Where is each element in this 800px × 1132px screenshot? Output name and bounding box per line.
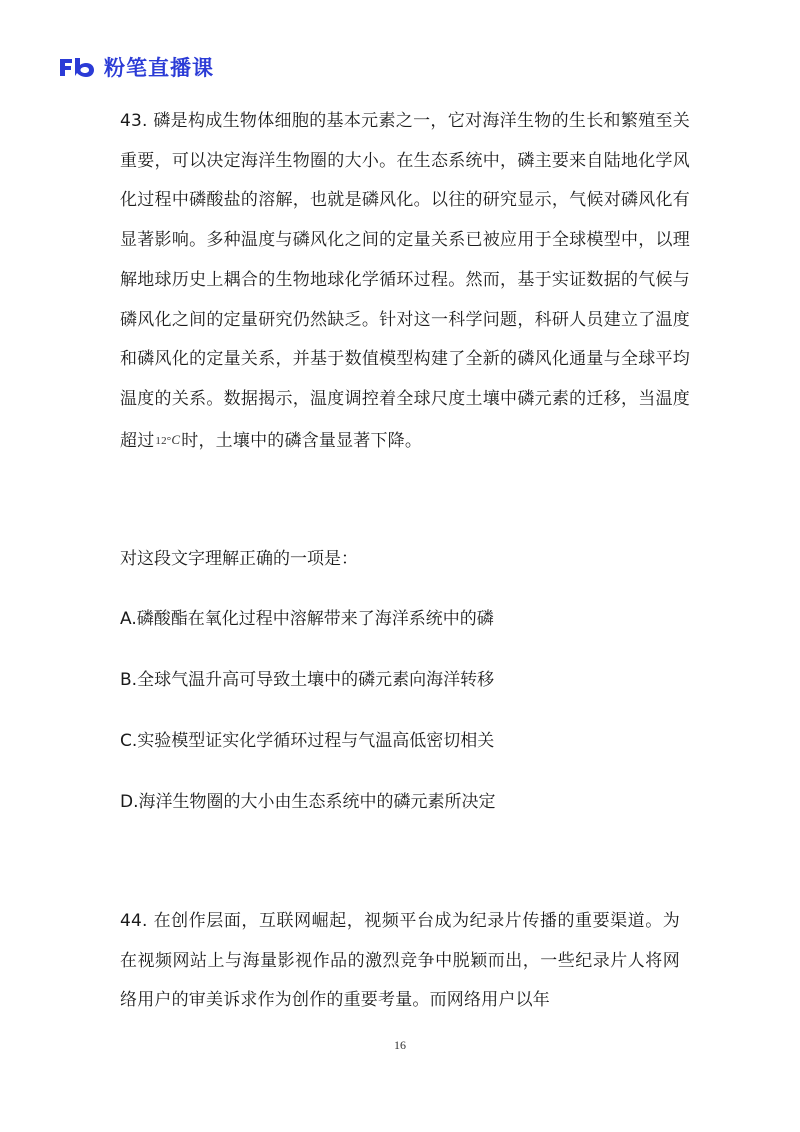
question-43-stem <box>120 102 690 461</box>
question-43-prompt: 对这段文字理解正确的一项是： <box>120 549 358 569</box>
question-44-text: 在创作层面，互联网崛起，视频平台成为纪录片传播的重要渠道。为在视频网站上与海量影视作品的激烈竞争中脱颖而出，一些纪录片人将网络用户的审美诉求作为创作的重要考量。而网络用户以年 <box>120 911 680 1011</box>
brand-logo <box>58 52 214 82</box>
question-43-text-part1: 磷是构成生物体细胞的基本元素之一，它对海洋生物的生长和繁殖至关重要，可以决定海洋生物圈的大小。在生态系统中，磷主要来自陆地化学风化过程中磷酸盐的溶解，也就是磷风化。以往的研究显示，气候对磷风化有显著影响。多种温度与磷风化之间的定量关系已被应用于全球模型中，以理解地球历史上耦合的生物地球化学循环过程。然而，基于实证数据的气候与磷风化之间的定量研究仍然缺乏。针对这一科学问题，科研人员建立了温度和磷风化的定量关系，并基于数值模型构建了全新的磷风化通量与全球平均温度的关系。数据揭示，温度调控着全球尺度土壤中磷元素的迁移，当温度超过 <box>120 111 690 451</box>
logo-text: 粉笔直播课 <box>104 56 214 80</box>
fb-logo-icon <box>58 56 96 78</box>
option-a: A.磷酸酯在氧化过程中溶解带来了海洋系统中的磷 <box>120 609 494 629</box>
option-b: B.全球气温升高可导致土壤中的磷元素向海洋转移 <box>120 670 495 690</box>
temperature-value: 12°C <box>155 431 181 447</box>
option-c: C.实验模型证实化学循环过程与气温高低密切相关 <box>120 731 495 751</box>
question-44-stem <box>120 902 680 1021</box>
question-44-number: 44. <box>120 911 148 931</box>
question-43-text-part2: 时，土壤中的磷含量显著下降。 <box>181 430 423 451</box>
page-number: 16 <box>394 1038 406 1052</box>
question-43 <box>120 102 690 461</box>
question-44 <box>120 902 680 1021</box>
question-43-number: 43. <box>120 111 148 131</box>
option-d: D.海洋生物圈的大小由生态系统中的磷元素所决定 <box>120 792 496 812</box>
